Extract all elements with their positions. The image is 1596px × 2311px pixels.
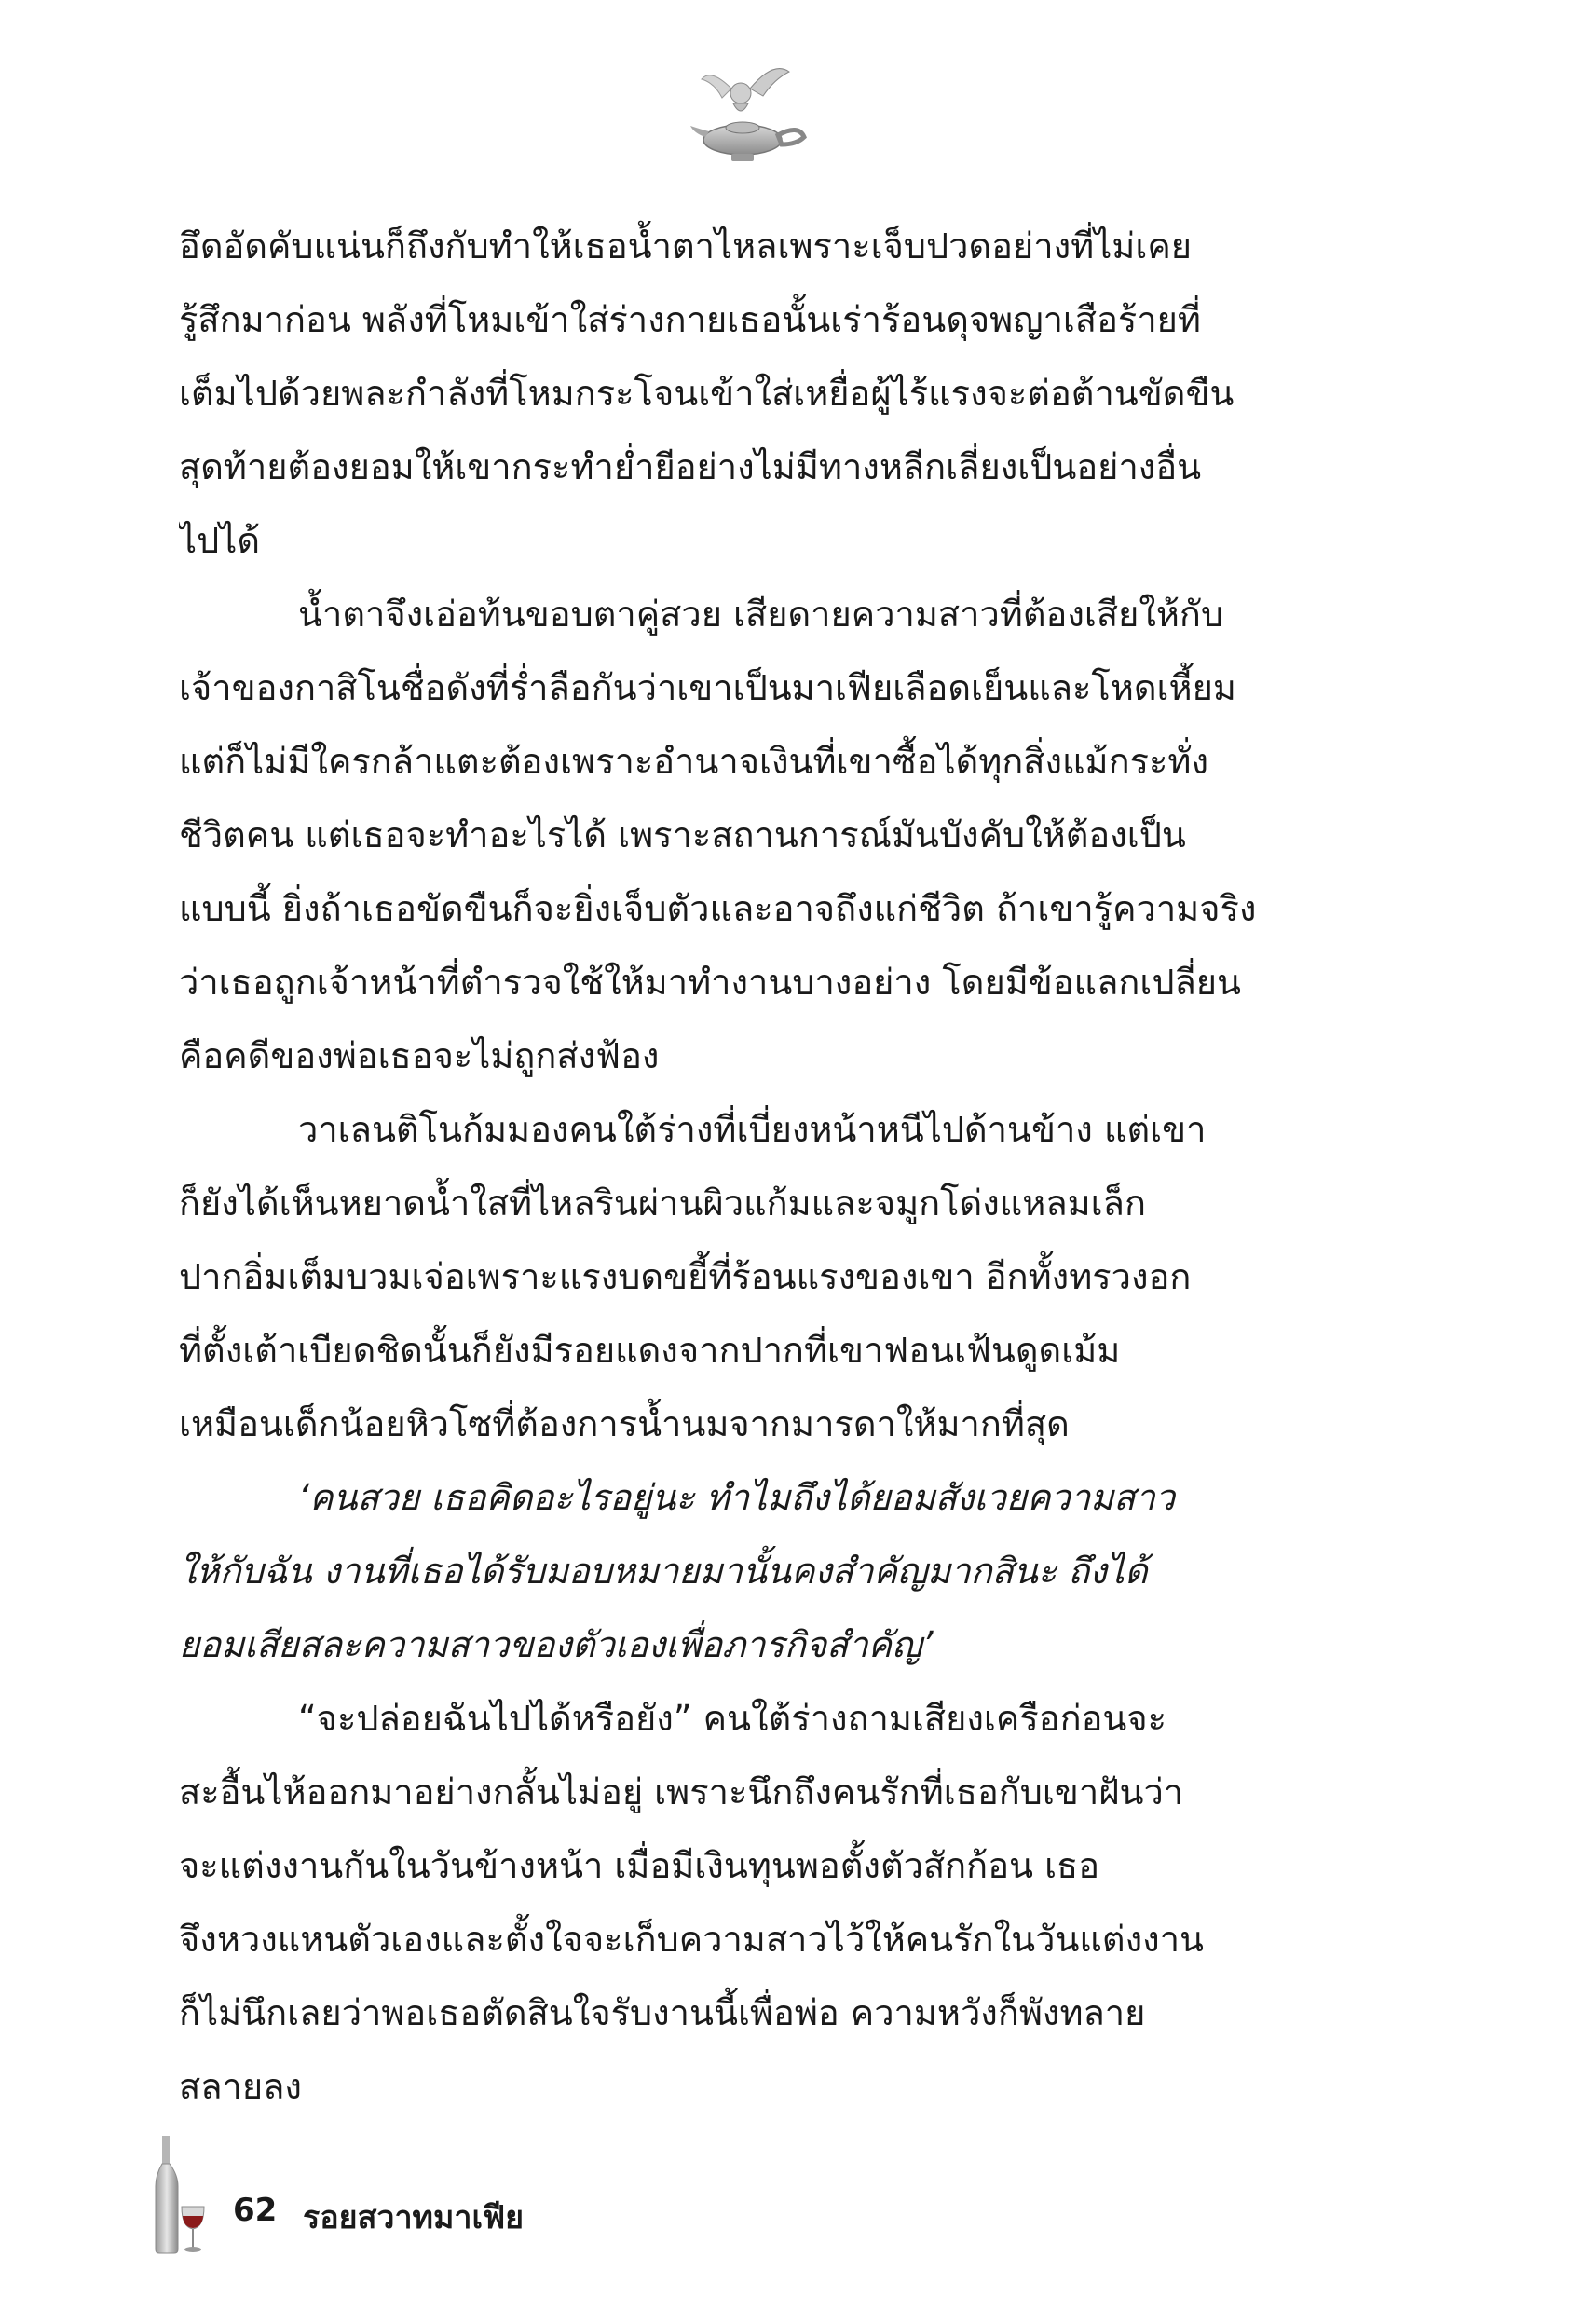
text-line: รู้สึกมาก่อน พลังที่โหมเข้าใส่ร่างกายเธอนั้นเร่าร้อนดุจพญาเสือร้ายที่ — [179, 299, 1201, 340]
page-footer — [154, 2134, 713, 2255]
book-title: รอยสวาทมาเฟีย — [303, 2199, 525, 2236]
body-text — [179, 210, 1334, 2124]
text-line: สลายลง — [179, 2066, 302, 2107]
text-line: จึงหวงแหนตัวเองและตั้งใจจะเก็บความสาวไว้ให้คนรักในวันแต่งงาน — [179, 1919, 1205, 1960]
text-line: สะอื้นไห้ออกมาอย่างกลั้นไม่อยู่ เพราะนึกถึงคนรักที่เธอกับเขาฝันว่า — [179, 1771, 1184, 1812]
text-line: สุดท้ายต้องยอมให้เขากระทำย่ำยีอย่างไม่มีทางหลีกเลี่ยงเป็นอย่างอื่น — [179, 446, 1202, 487]
text-line: ก็ไม่นึกเลยว่าพอเธอตัดสินใจรับงานนี้เพื่อพ่อ ความหวังก็พังทลาย — [179, 1992, 1146, 2033]
text-line: เจ้าของกาสิโนชื่อดังที่ร่ำลือกันว่าเขาเป็นมาเฟียเลือดเย็นและโหดเหี้ยม — [179, 667, 1236, 708]
text-line: จะแต่งงานกันในวันข้างหน้า เมื่อมีเงินทุนพอตั้งตัวสักก้อน เธอ — [179, 1845, 1100, 1886]
page-number: 62 — [233, 2192, 278, 2229]
text-line: ไปได้ — [179, 520, 261, 561]
text-line: ชีวิตคน แต่เธอจะทำอะไรได้ เพราะสถานการณ์มันบังคับให้ต้องเป็น — [179, 814, 1186, 855]
text-line: “จะปล่อยฉันไปได้หรือยัง” คนใต้ร่างถามเสียงเครือก่อนจะ — [298, 1698, 1167, 1739]
wine-bottle-glass-icon — [154, 2134, 210, 2255]
text-line: ว่าเธอถูกเจ้าหน้าที่ตำรวจใช้ให้มาทำงานบางอย่าง โดยมีข้อแลกเปลี่ยน — [179, 962, 1242, 1003]
text-line: น้ำตาจึงเอ่อท้นขอบตาคู่สวย เสียดายความสาวที่ต้องเสียให้กับ — [298, 594, 1224, 635]
text-line: อึดอัดคับแน่นก็ถึงกับทำให้เธอน้ำตาไหลเพราะเจ็บปวดอย่างที่ไม่เคย — [179, 226, 1193, 267]
text-line: ยอมเสียสละความสาวของตัวเองเพื่อภารกิจสำคัญ’ — [179, 1624, 934, 1665]
text-line: แบบนี้ ยิ่งถ้าเธอขัดขืนก็จะยิ่งเจ็บตัวและอาจถึงแก่ชีวิต ถ้าเขารู้ความจริง — [179, 888, 1257, 929]
text-line: ก็ยังได้เห็นหยาดน้ำใสที่ไหลรินผ่านผิวแก้มและจมูกโด่งแหลมเล็ก — [179, 1183, 1146, 1224]
text-line: เต็มไปด้วยพละกำลังที่โหมกระโจนเข้าใส่เหยื่อผู้ไร้แรงจะต่อต้านขัดขืน — [179, 373, 1235, 414]
text-line: เหมือนเด็กน้อยหิวโซที่ต้องการน้ำนมจากมารดาให้มากที่สุด — [179, 1403, 1070, 1444]
text-line: แต่ก็ไม่มีใครกล้าแตะต้องเพราะอำนาจเงินที่เขาซื้อได้ทุกสิ่งแม้กระทั่ง — [179, 741, 1209, 782]
text-line: วาเลนติโนก้มมองคนใต้ร่างที่เบี่ยงหน้าหนีไปด้านข้าง แต่เขา — [298, 1109, 1207, 1150]
text-line: ปากอิ่มเต็มบวมเจ่อเพราะแรงบดขยี้ที่ร้อนแรงของเขา อีกทั้งทรวงอก — [179, 1256, 1192, 1297]
text-line: ‘คนสวย เธอคิดอะไรอยู่นะ ทำไมถึงได้ยอมสังเวยความสาว — [298, 1477, 1176, 1518]
text-line: ที่ตั้งเต้าเบียดชิดนั้นก็ยังมีรอยแดงจากปากที่เขาฟอนเฟ้นดูดเม้ม — [179, 1330, 1121, 1371]
lamp-cherub-ornament-icon — [685, 51, 815, 172]
text-line: ให้กับฉัน งานที่เธอได้รับมอบหมายมานั้นคงสำคัญมากสินะ ถึงได้ — [179, 1551, 1148, 1592]
text-line: คือคดีของพ่อเธอจะไม่ถูกส่งฟ้อง — [179, 1035, 660, 1076]
